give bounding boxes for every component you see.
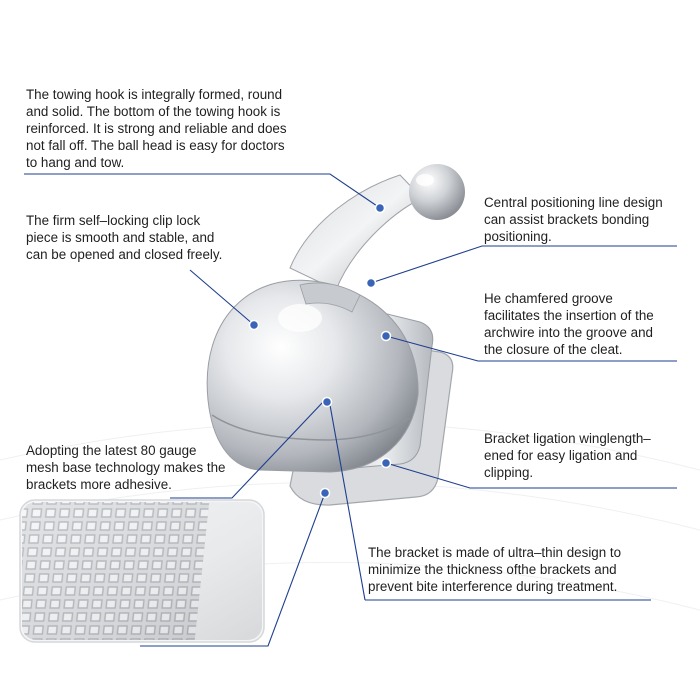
wing-marker (382, 459, 391, 468)
callout-mesh-base: Adopting the latest 80 gauge mesh base technology makes the brackets more adhesive. (26, 443, 226, 492)
callout-clip-lock: The firm self–locking clip lock piece is smooth and stable, and can be opened and closed freely. (26, 213, 223, 262)
groove-marker (382, 332, 391, 341)
thin-marker (323, 398, 332, 407)
hook-ball-shape (409, 164, 465, 220)
clip-marker (250, 321, 259, 330)
callout-ultra-thin: The bracket is made of ultra–thin design to minimize the thickness ofthe brackets and prevent bite interference during treatment. (368, 545, 622, 594)
callout-positioning-line: Central positioning line design can assist brackets bonding positioning. (484, 195, 663, 244)
callout-chamfered-groove: He chamfered groove facilitates the insertion of the archwire into the groove and the closure of the cleat. (484, 291, 654, 357)
mesh-marker (321, 489, 330, 498)
positioning-marker (367, 279, 376, 288)
mesh-base-inset (0, 500, 264, 642)
callout-towing-hook: The towing hook is integrally formed, round and solid. The bottom of the towing hook is reinforced. It is strong and reliable and does not fall off. The ball head is easy for doctors to hang and tow. (26, 87, 287, 170)
callout-ligation-wing: Bracket ligation winglength– ened for easy ligation and clipping. (484, 431, 651, 480)
hook-marker (376, 204, 385, 213)
